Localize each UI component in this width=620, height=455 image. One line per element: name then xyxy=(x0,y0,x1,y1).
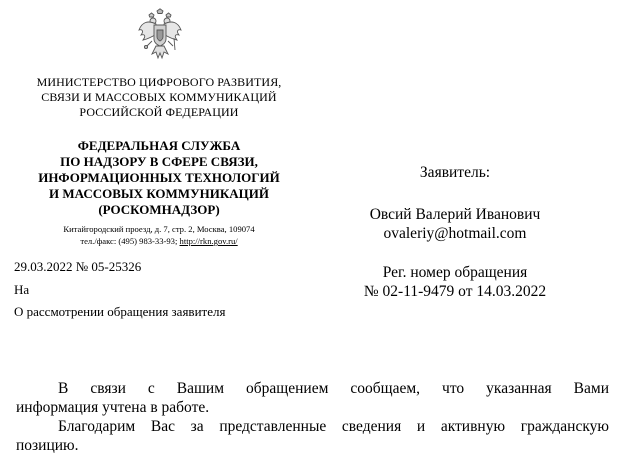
body-paragraph-line: позицию. xyxy=(16,437,79,454)
body-paragraph-line: информация учтена в работе. xyxy=(16,399,210,416)
registration-label: Рег. номер обращения xyxy=(382,264,528,281)
applicant-name: Овсий Валерий Иванович xyxy=(369,206,541,223)
service-name-line: ФЕДЕРАЛЬНАЯ СЛУЖБА xyxy=(77,138,241,153)
date-number: 29.03.2022 № 05-25326 xyxy=(14,259,142,274)
phone-fax: тел./факс: (495) 983-33-93; xyxy=(80,236,180,246)
ministry-name-line: РОССИЙСКОЙ ФЕДЕРАЦИИ xyxy=(79,105,239,119)
service-name-line: ИНФОРМАЦИОННЫХ ТЕХНОЛОГИЙ xyxy=(38,170,280,185)
ministry-name-line: МИНИСТЕРСТВО ЦИФРОВОГО РАЗВИТИЯ, xyxy=(36,75,282,89)
applicant-label: Заявитель: xyxy=(419,164,491,181)
body-paragraph-line: Благодарим Вас за представленные сведения и активную гражданскую xyxy=(58,418,609,435)
service-name-line: (РОСКОМНАДЗОР) xyxy=(98,202,220,217)
body-paragraph-line: В связи с Вашим обращением сообщаем, что указанная Вами xyxy=(58,380,609,397)
contacts-line xyxy=(18,236,300,247)
subject-line: О рассмотрении обращения заявителя xyxy=(14,304,226,319)
service-name-line: ПО НАДЗОРУ В СФЕРЕ СВЯЗИ, xyxy=(60,154,258,169)
ministry-name-line: СВЯЗИ И МАССОВЫХ КОММУНИКАЦИЙ xyxy=(41,90,277,104)
address-line: Китайгородский проезд, д. 7, стр. 2, Москва, 109074 xyxy=(63,224,255,234)
service-name-line: И МАССОВЫХ КОММУНИКАЦИЙ xyxy=(48,186,269,201)
website-link[interactable]: http://rkn.gov.ru/ xyxy=(179,236,238,246)
russian-coat-of-arms-icon xyxy=(138,8,182,62)
on-label: На xyxy=(14,282,30,297)
applicant-email: ovaleriy@hotmail.com xyxy=(383,225,527,242)
registration-number: № 02-11-9479 от 14.03.2022 xyxy=(363,283,547,300)
